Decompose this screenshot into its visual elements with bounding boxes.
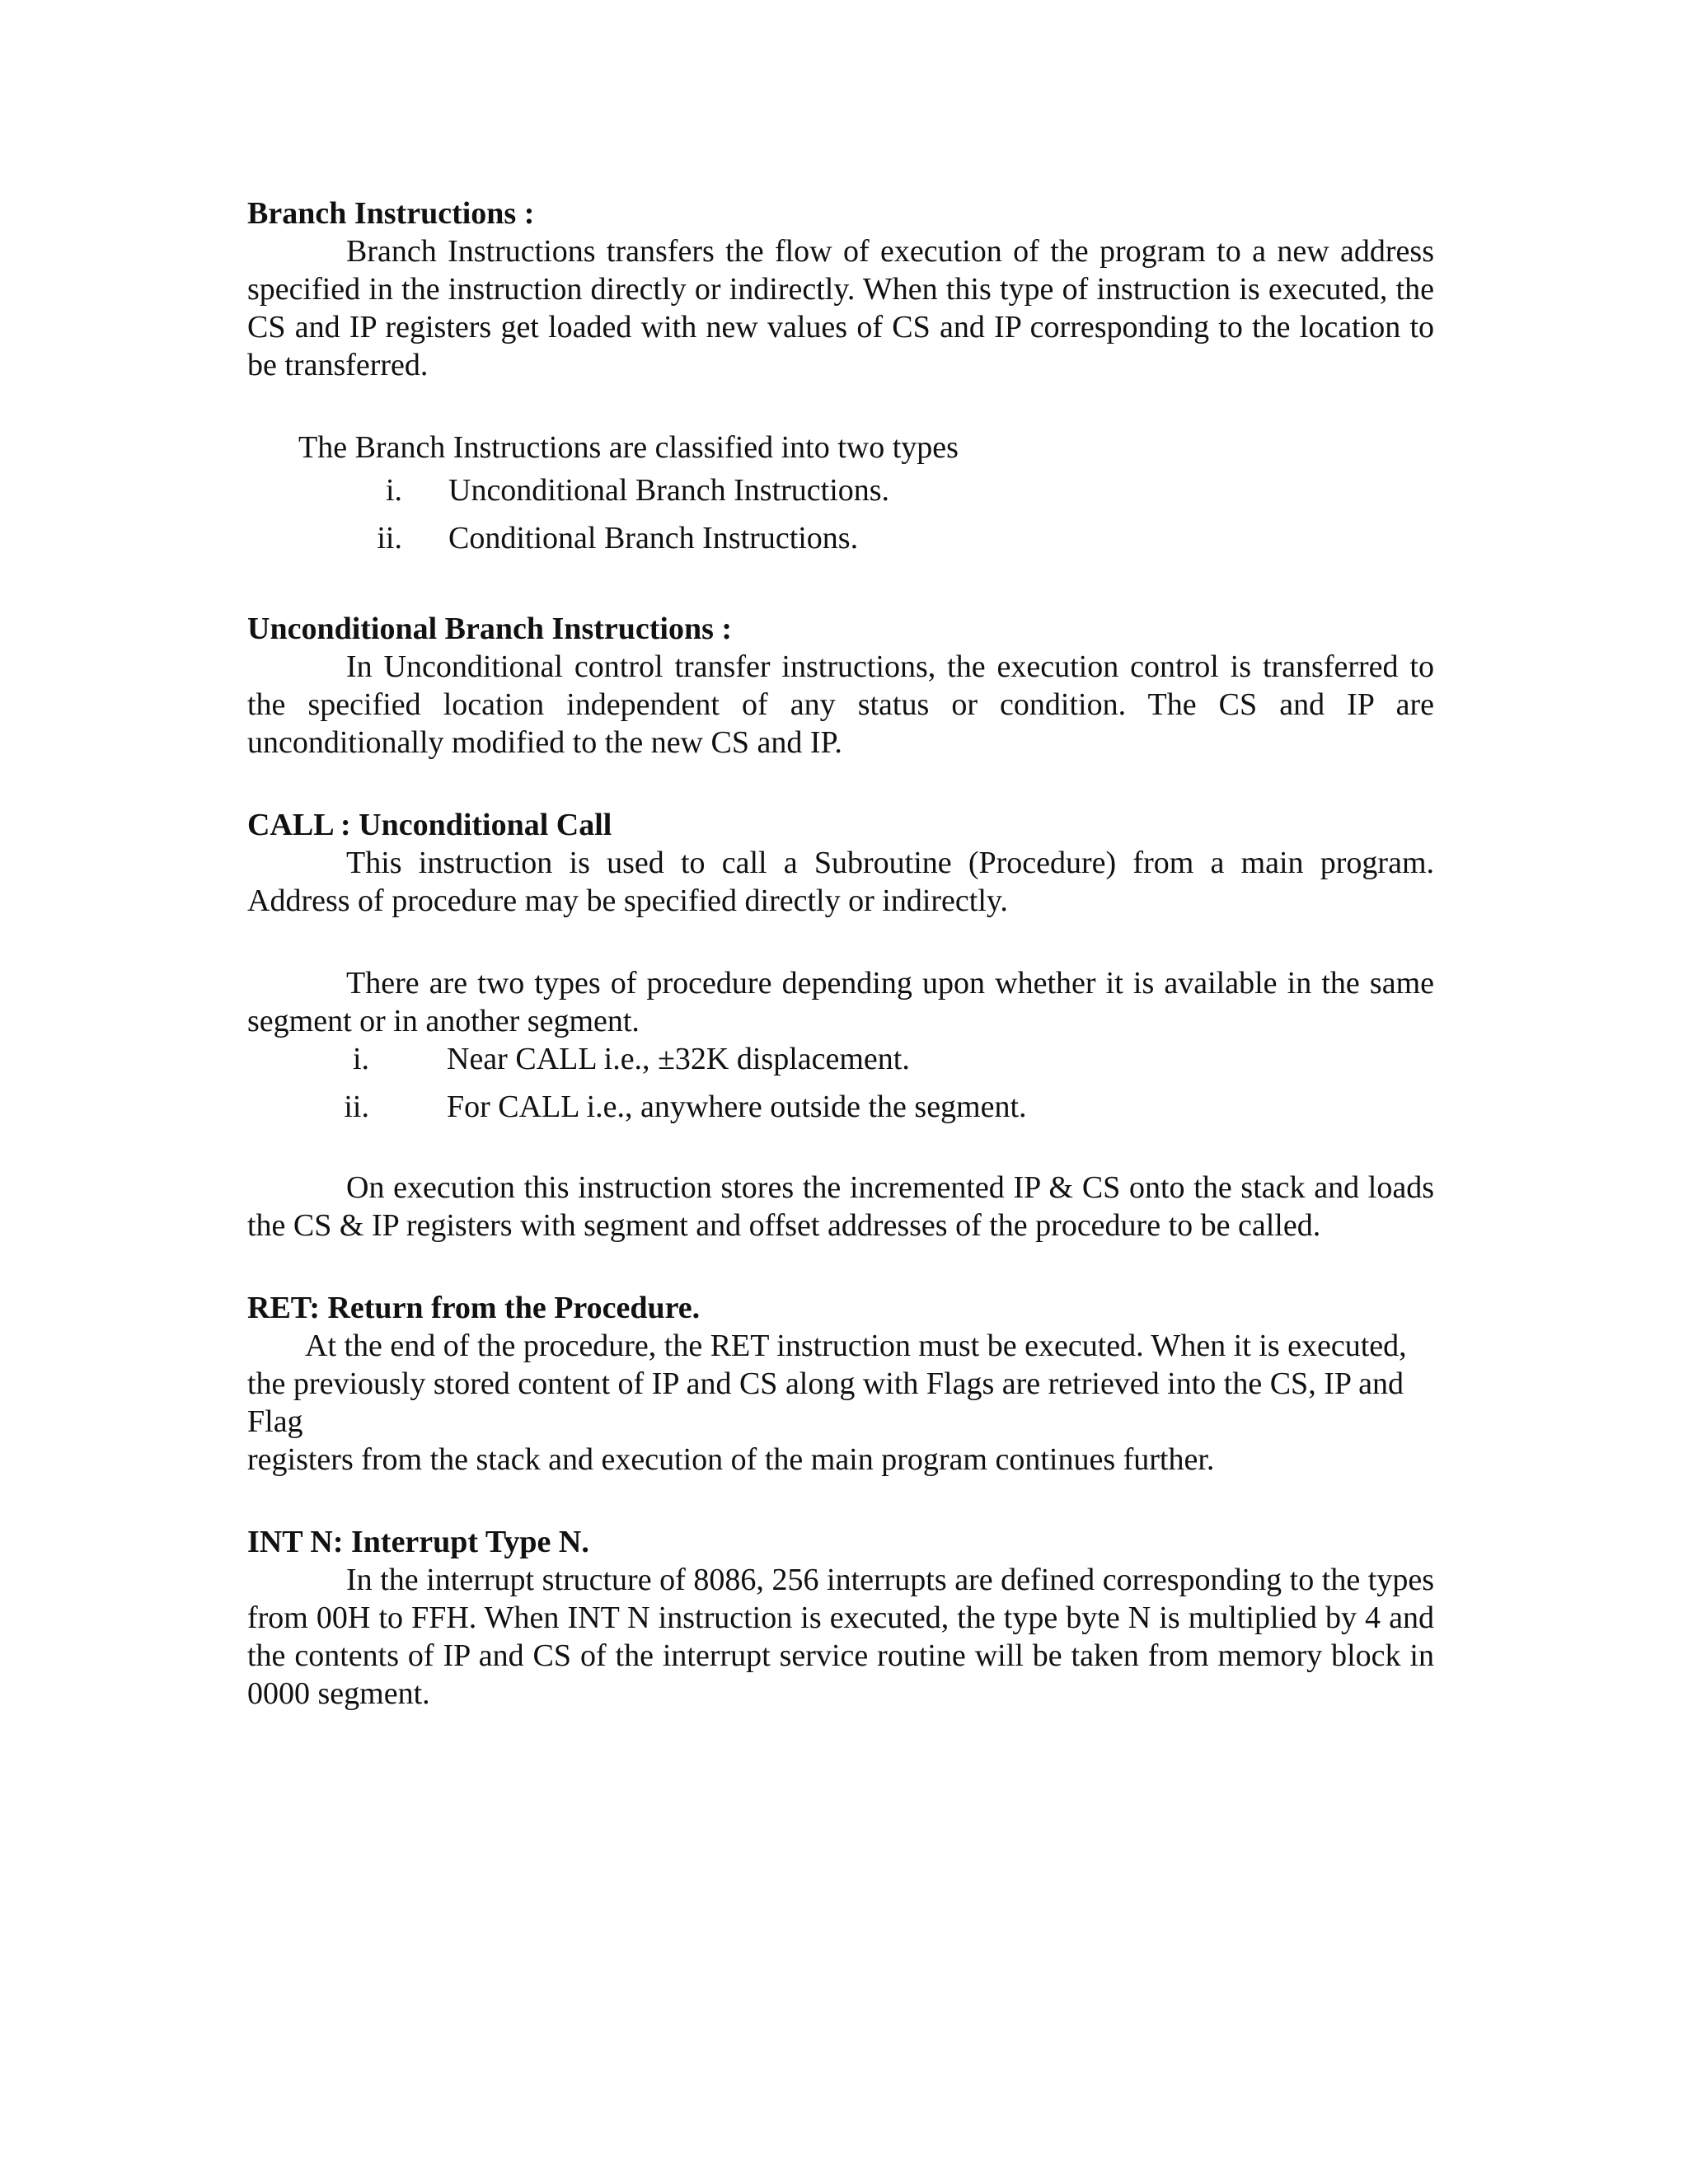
list-item-text: For CALL i.e., anywhere outside the segment. xyxy=(447,1090,1027,1124)
branch-types-list xyxy=(247,471,1434,557)
list-item-number: ii. xyxy=(344,1090,369,1124)
heading-branch-instructions: Branch Instructions : xyxy=(247,196,535,231)
call-types-list xyxy=(247,1040,1434,1126)
paragraph-int-n: In the interrupt structure of 8086, 256 interrupts are defined corresponding to the types from 00H to FFH. When INT N instruction is executed, the type byte N is multiplied by 4 and the contents of IP and CS of the interrupt service routine will be taken from memory block in 0000 segment. xyxy=(247,1563,1434,1711)
section-int-n xyxy=(247,1523,1434,1713)
section-branch-instructions xyxy=(247,194,1434,557)
list-item-number: ii. xyxy=(377,521,402,555)
list-item xyxy=(247,1088,1434,1126)
list-item-text: Unconditional Branch Instructions. xyxy=(448,473,890,508)
paragraph-ret-1: At the end of the procedure, the RET instruction must be executed. When it is executed, the previously stored content of IP and CS along with Flags are retrieved into the CS, IP and Flag xyxy=(247,1329,1407,1439)
heading-unconditional-branch: Unconditional Branch Instructions : xyxy=(247,612,733,646)
paragraph-branch-intro: Branch Instructions transfers the flow of execution of the program to a new address specified in the instruction directly or indirectly. When this type of instruction is executed, the CS and IP registers get loaded with new values of CS and IP corresponding to the location to be transferred. xyxy=(247,234,1434,382)
paragraph-unconditional: In Unconditional control transfer instructions, the execution control is transferred to the specified location independent of any status or condition. The CS and IP are unconditionally modified to the new CS and IP. xyxy=(247,649,1434,760)
paragraph-ret-2: registers from the stack and execution of the main program continues further. xyxy=(247,1442,1215,1477)
section-call xyxy=(247,806,1434,1244)
list-item xyxy=(247,1040,1434,1078)
paragraph-call-execution: On execution this instruction stores the incremented IP & CS onto the stack and loads the CS & IP registers with segment and offset addresses of the procedure to be called. xyxy=(247,1170,1434,1243)
list-item xyxy=(247,471,1434,509)
list-item-number: i. xyxy=(385,473,402,508)
branch-types-lead: The Branch Instructions are classified into two types xyxy=(298,430,959,465)
list-item-text: Conditional Branch Instructions. xyxy=(448,521,859,555)
section-ret xyxy=(247,1289,1434,1479)
heading-call: CALL : Unconditional Call xyxy=(247,808,612,842)
paragraph-call-intro: This instruction is used to call a Subroutine (Procedure) from a main program. Address of procedure may be specified directly or indirectly. xyxy=(247,846,1434,918)
list-item-number: i. xyxy=(352,1042,369,1076)
heading-int-n: INT N: Interrupt Type N. xyxy=(247,1525,589,1559)
paragraph-call-types: There are two types of procedure depending upon whether it is available in the same segment or in another segment. xyxy=(247,966,1434,1038)
document-page xyxy=(247,194,1434,1713)
heading-ret: RET: Return from the Procedure. xyxy=(247,1291,701,1325)
list-item-text: Near CALL i.e., ±32K displacement. xyxy=(447,1042,910,1076)
list-item xyxy=(247,519,1434,557)
section-unconditional-branch xyxy=(247,610,1434,762)
